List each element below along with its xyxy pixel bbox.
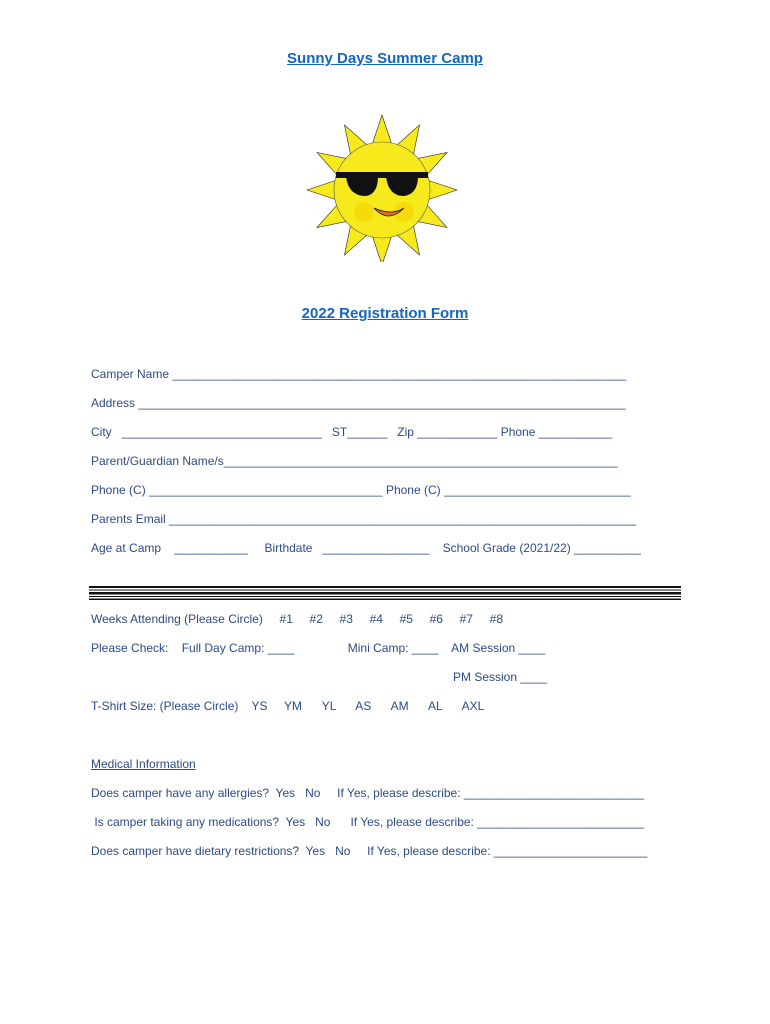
parents-email-field[interactable]: Parents Email ______________________________________________________________________ <box>91 512 637 526</box>
allergies-question[interactable]: Does camper have any allergies? Yes No If Yes, please describe: ___________________________ <box>91 786 645 800</box>
age-birthdate-grade-field[interactable]: Age at Camp ___________ Birthdate ________________ School Grade (2021/22) __________ <box>91 541 641 555</box>
camper-name-field[interactable]: Camper Name ____________________________________________________________________ <box>91 367 627 381</box>
city-state-zip-phone-field[interactable]: City ______________________________ ST______ Zip ____________ Phone ___________ <box>91 425 613 439</box>
camp-type-check-line[interactable]: Please Check: Full Day Camp: ____ Mini Camp: ____ AM Session ____ <box>91 641 546 655</box>
sun-with-sunglasses-icon <box>300 112 460 262</box>
form-title: 2022 Registration Form <box>301 305 469 322</box>
dietary-question[interactable]: Does camper have dietary restrictions? Yes No If Yes, please describe: _______________________ <box>91 844 648 858</box>
camp-title: Sunny Days Summer Camp <box>287 50 483 67</box>
pm-session-check[interactable]: PM Session ____ <box>453 670 548 684</box>
weeks-attending-line[interactable]: Weeks Attending (Please Circle) #1 #2 #3 #4 #5 #6 #7 #8 <box>91 612 503 626</box>
tshirt-size-line[interactable]: T-Shirt Size: (Please Circle) YS YM YL AS AM AL AXL <box>91 699 485 713</box>
section-divider <box>89 586 681 600</box>
parent-guardian-name-field[interactable]: Parent/Guardian Name/s___________________________________________________________ <box>91 454 618 468</box>
address-field[interactable]: Address _________________________________________________________________________ <box>91 396 626 410</box>
medical-heading: Medical Information <box>91 757 196 771</box>
medications-question[interactable]: Is camper taking any medications? Yes No If Yes, please describe: _________________________ <box>91 815 645 829</box>
phone-fields[interactable]: Phone (C) ___________________________________ Phone (C) ____________________________ <box>91 483 631 497</box>
